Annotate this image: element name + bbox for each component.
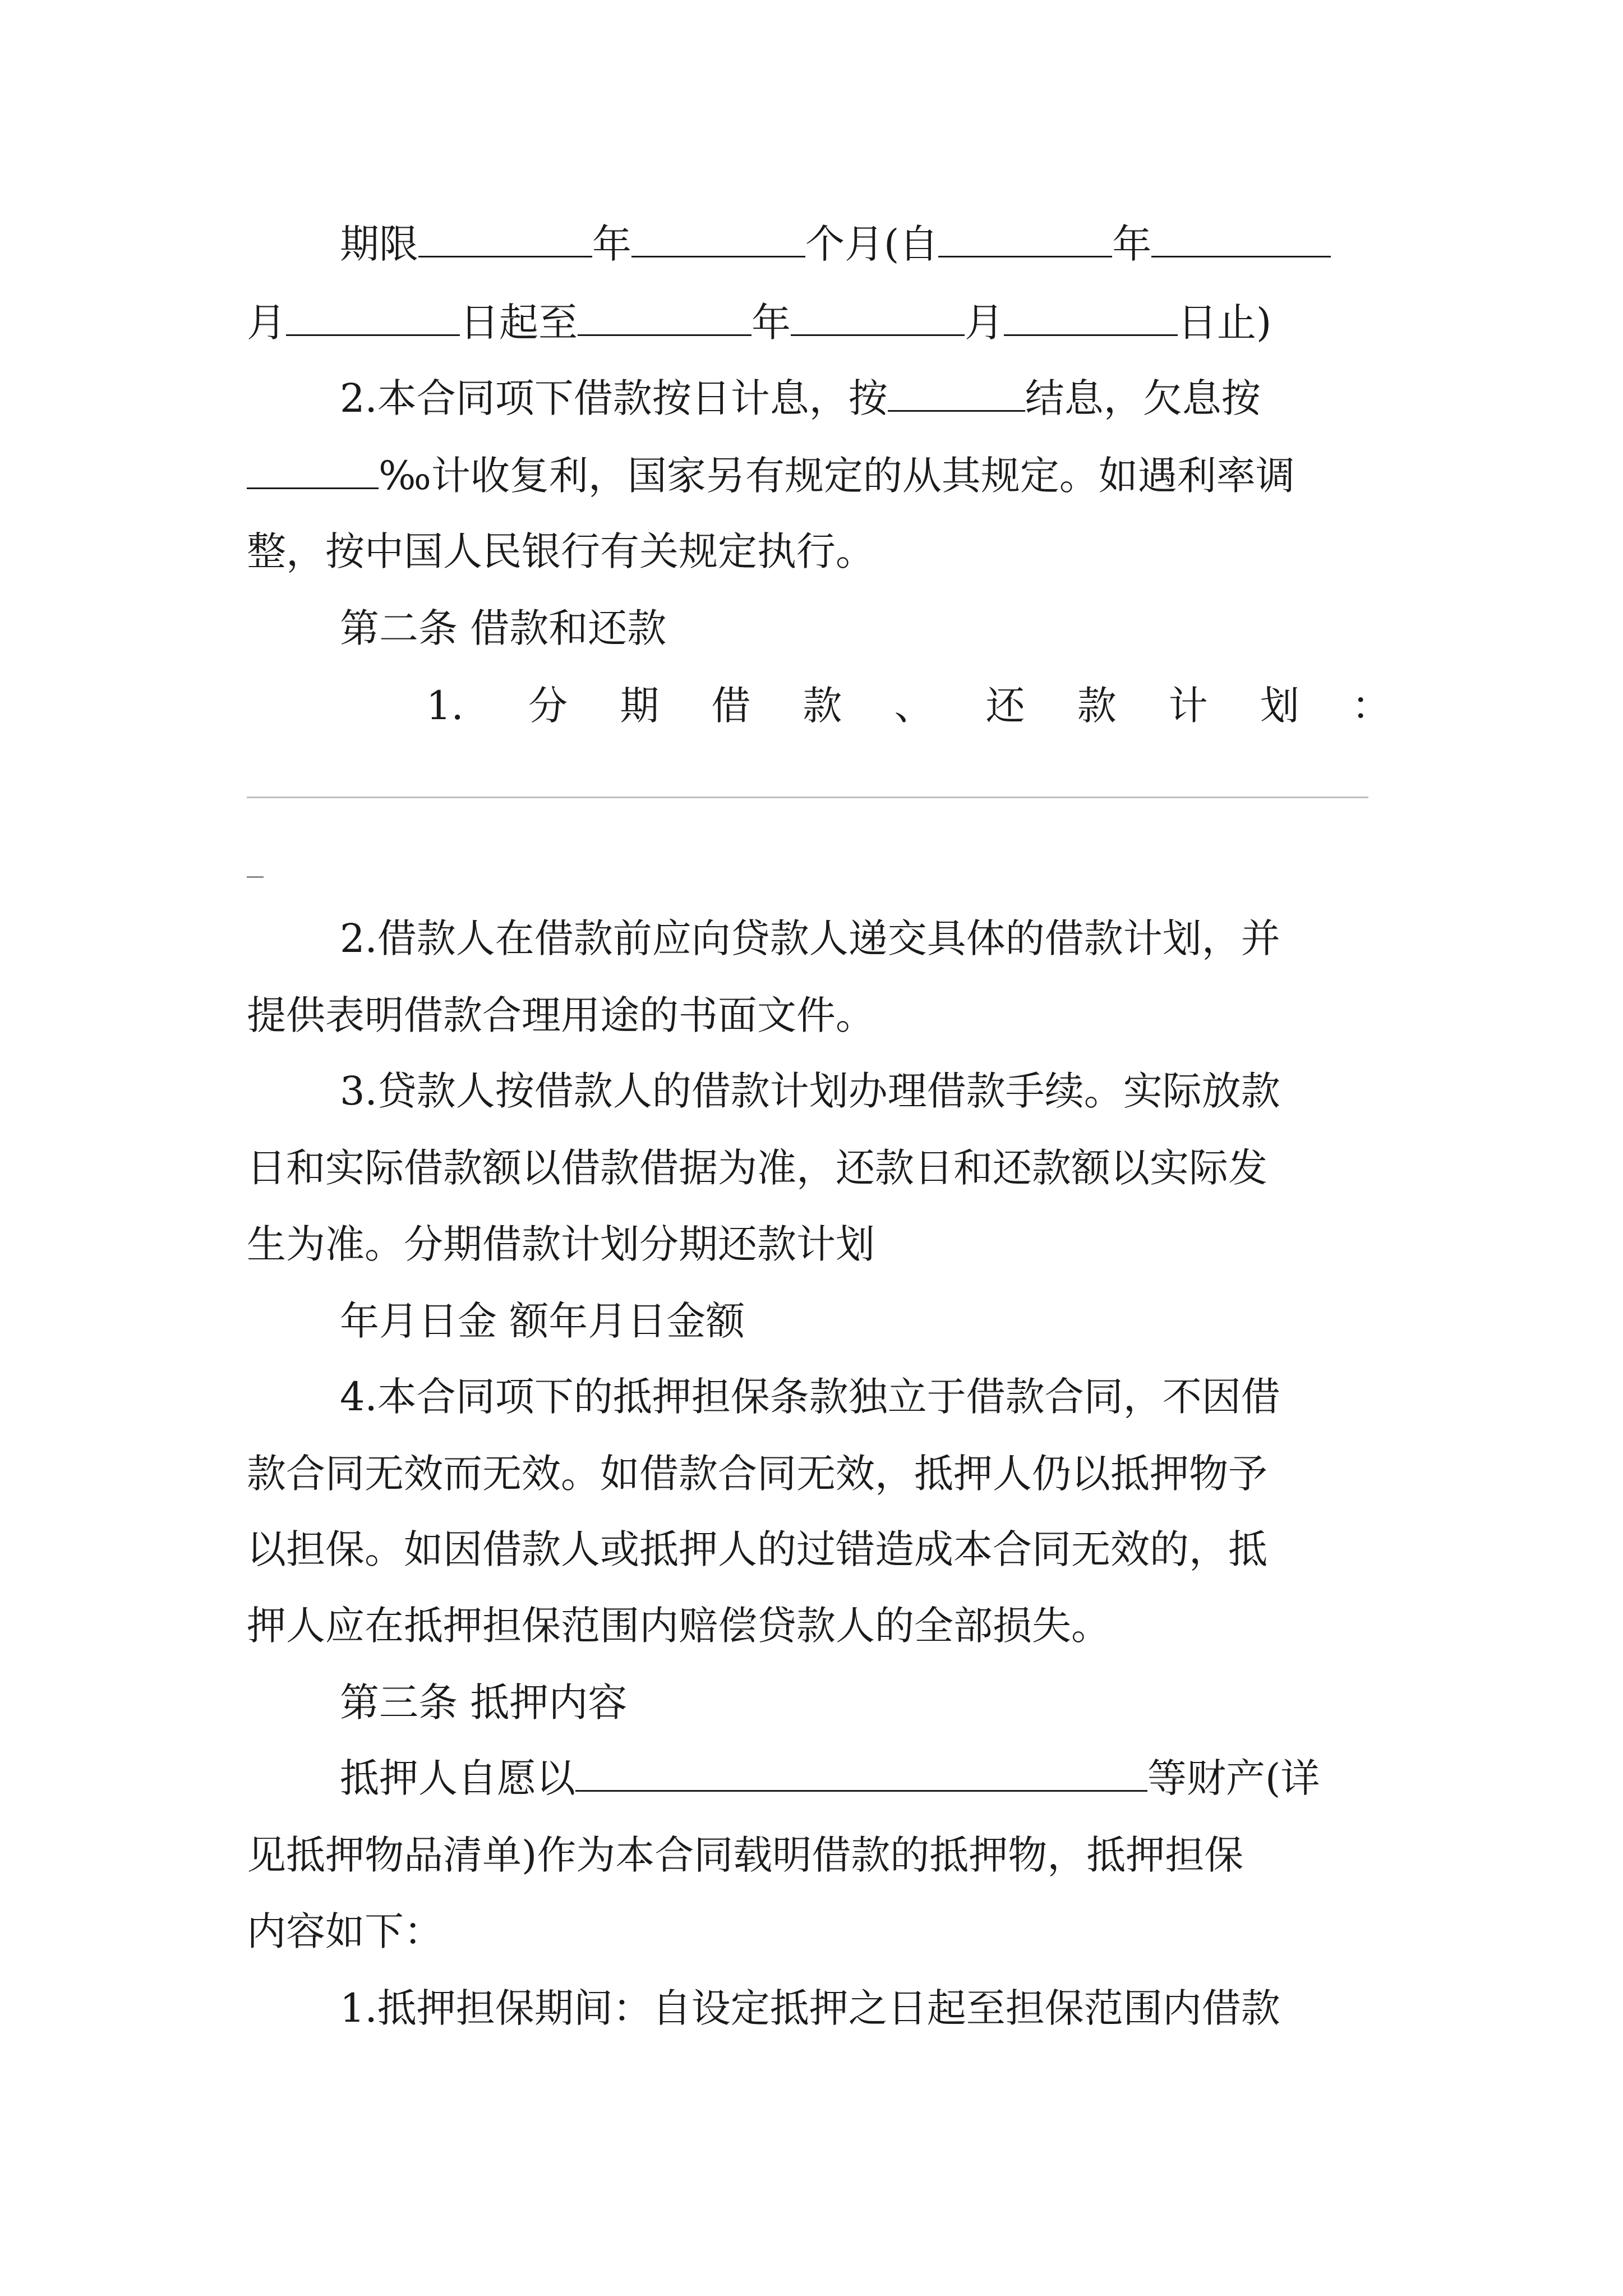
text-term: 期限 bbox=[340, 222, 418, 266]
paragraph-line: 日和实际借款额以借款借据为准，还款日和还款额以实际发 bbox=[247, 1145, 1267, 1190]
text-day-end: 日止) bbox=[1178, 300, 1272, 345]
section-heading-3: 第三条 抵押内容 bbox=[340, 1680, 628, 1725]
text-month-2: 月 bbox=[965, 300, 1004, 345]
blank-compound-rate bbox=[247, 454, 379, 489]
text-year-2: 年 bbox=[1112, 222, 1152, 266]
blank-end-year bbox=[578, 301, 751, 336]
schedule-heading: 1. 分期借款、还款计划： bbox=[426, 683, 1391, 728]
paragraph-line: 提供表明借款合理用途的书面文件。 bbox=[247, 993, 875, 1038]
schedule-fill-tick bbox=[247, 876, 264, 878]
table-header-line: 年月日金 额年月日金额 bbox=[340, 1299, 745, 1343]
blank-start-month bbox=[1151, 222, 1331, 257]
section-heading-2: 第二条 借款和还款 bbox=[340, 606, 667, 651]
term-line bbox=[340, 222, 1391, 266]
blank-start-year bbox=[938, 222, 1112, 257]
text-year: 年 bbox=[592, 222, 631, 266]
text-year-3: 年 bbox=[751, 300, 791, 345]
blank-term-years bbox=[418, 222, 592, 257]
date-range-line bbox=[247, 300, 1391, 345]
text-months-from: 个月(自 bbox=[805, 222, 939, 266]
blank-collateral-items bbox=[575, 1756, 1147, 1792]
schedule-fill-line bbox=[247, 797, 1368, 798]
text-day-until: 日起至 bbox=[460, 300, 578, 345]
paragraph-line: 以担保。如因借款人或抵押人的过错造成本合同无效的，抵 bbox=[247, 1527, 1267, 1572]
paragraph-line: 3.贷款人按借款人的借款计划办理借款手续。实际放款 bbox=[340, 1069, 1280, 1114]
paragraph-line: 内容如下： bbox=[247, 1909, 443, 1954]
compound-line bbox=[247, 453, 1391, 498]
paragraph-line: 4.本合同项下的抵押担保条款独立于借款合同，不因借 bbox=[340, 1374, 1280, 1419]
blank-term-months bbox=[631, 222, 805, 257]
paragraph-line: 押人应在抵押担保范围内赔偿贷款人的全部损失。 bbox=[247, 1603, 1110, 1648]
collateral-line bbox=[340, 1756, 1391, 1801]
blank-end-month bbox=[791, 301, 965, 336]
text-month: 月 bbox=[247, 300, 286, 345]
paragraph-line: 整，按中国人民银行有关规定执行。 bbox=[247, 529, 875, 574]
paragraph-line: 款合同无效而无效。如借款合同无效，抵押人仍以抵押物予 bbox=[247, 1451, 1267, 1496]
paragraph-line: 生为准。分期借款计划分期还款计划 bbox=[247, 1222, 875, 1267]
paragraph-line: 见抵押物品清单)作为本合同载明借款的抵押物，抵押担保 bbox=[247, 1833, 1244, 1878]
text-collateral: 抵押人自愿以 bbox=[340, 1756, 575, 1801]
paragraph-line: 2.借款人在借款前应向贷款人递交具体的借款计划，并 bbox=[340, 916, 1280, 961]
text-overdue: 结息，欠息按 bbox=[1025, 376, 1261, 421]
text-interest-clause: 2.本合同项下借款按日计息，按 bbox=[340, 376, 888, 421]
text-property: 等财产(详 bbox=[1147, 1756, 1320, 1801]
blank-start-day bbox=[286, 301, 460, 336]
blank-end-day bbox=[1004, 301, 1178, 336]
paragraph-line: 1.抵押担保期间：自设定抵押之日起至担保范围内借款 bbox=[340, 1986, 1280, 2031]
interest-line bbox=[340, 376, 1391, 421]
blank-settlement bbox=[888, 376, 1025, 412]
text-compound: ‰计收复利，国家另有规定的从其规定。如遇利率调 bbox=[379, 453, 1295, 498]
